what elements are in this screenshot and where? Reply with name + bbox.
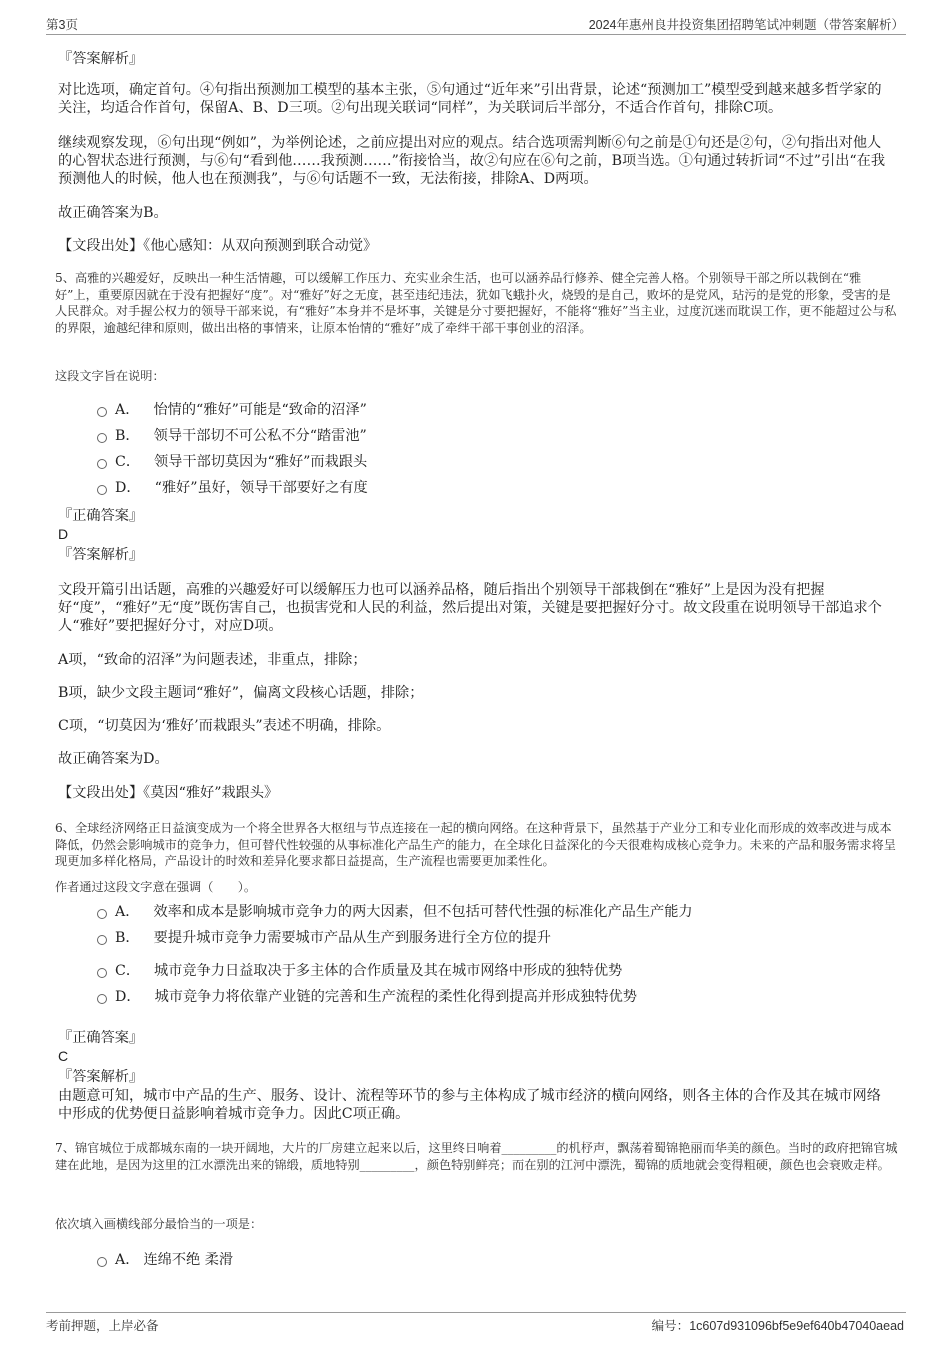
source-citation: 【文段出处】《莫因“雅好”栽跟头》 <box>58 785 279 801</box>
question-7-option-a[interactable]: A． 连绵不绝 柔滑 <box>97 1251 233 1269</box>
question-7-text: 7、锦官城位于成都城东南的一块开阔地，大片的厂房建立起来以后，这里终日响着_________的机杼声，飘荡着蜀锦艳丽而华美的颜色。当时的政府把锦官城建在此地，是因为这里的江水漂洗出来的锦缎，质地特别_________，颜色特别鲜亮；而在别的江河中漂洗，蜀锦的质地就会变得粗硬，颜色也会衰败走样。 <box>55 1141 898 1172</box>
document-title: 2024年惠州良井投资集团招聘笔试冲刺题（带答案解析） <box>588 18 904 32</box>
footer-rule <box>46 1312 906 1313</box>
footer-slogan: 考前押题，上岸必备 <box>46 1319 159 1333</box>
correct-answer: C <box>58 1048 69 1064</box>
radio-icon[interactable] <box>97 485 107 495</box>
analysis-paragraph: B项，缺少文段主题词“雅好”，偏离文段核心话题，排除； <box>58 685 424 701</box>
question-5-option-b[interactable]: B． 领导干部切不可公私不分“踏雷池” <box>97 427 367 445</box>
analysis-paragraph: A项，“致命的沼泽”为问题表述，非重点，排除； <box>58 652 367 668</box>
question-5-prompt: 这段文字旨在说明： <box>55 369 165 383</box>
header-rule <box>46 34 906 35</box>
answer-statement: 故正确答案为D。 <box>58 751 169 767</box>
correct-answer-label: 『正确答案』 <box>58 508 144 524</box>
question-5-option-a[interactable]: A． 怡情的“雅好”可能是“致命的沼泽” <box>97 401 367 419</box>
correct-answer: D <box>58 526 69 542</box>
document-id-code: 1c607d931096bf5e9ef640b47040aead <box>689 1319 904 1333</box>
analysis-label: 『答案解析』 <box>58 51 144 67</box>
analysis-paragraph: 继续观察发现，⑥句出现“例如”，为举例论述，之前应提出对应的观点。结合选项需判断⑥句之前是①句还是②句，②句指出对他人的心智状态进行预测，与⑥句“看到他……我预测……”衔接恰当，故②句应在⑥句之前，B项当选。①句通过转折词“不过”引出“在我预测他人的时候，他人也在预测我”，与⑥句话题不一致，无法衔接，排除A、D两项。 <box>58 135 886 187</box>
analysis-paragraph: C项，“切莫因为‘雅好’而栽跟头”表述不明确，排除。 <box>58 718 391 734</box>
question-6-option-a[interactable]: A． 效率和成本是影响城市竞争力的两大因素，但不包括可替代性强的标准化产品生产能力 <box>97 903 693 921</box>
question-6-option-b[interactable]: B． 要提升城市竞争力需要城市产品从生产到服务进行全方位的提升 <box>97 929 551 947</box>
radio-icon[interactable] <box>97 909 107 919</box>
question-6-option-d[interactable]: D． 城市竞争力将依靠产业链的完善和生产流程的柔性化得到提高并形成独特优势 <box>97 988 637 1006</box>
document-id-label: 编号： <box>651 1319 690 1333</box>
radio-icon[interactable] <box>97 968 107 978</box>
question-6-text: 6、全球经济网络正日益演变成为一个将全世界各大枢纽与节点连接在一起的横向网络。在这种背景下，虽然基于产业分工和专业化而形成的效率改进与成本降低，仍然会影响城市的竞争力，但可替代性较强的从事标准化产品生产的能力，在全球化日益深化的今天很难构成核心竞争力。未来的产品和服务需求将呈现更加多样化格局，产品设计的时效和差异化要求都日益提高，生产流程也需要更加柔性化。 <box>55 821 896 868</box>
question-5-option-c[interactable]: C． 领导干部切莫因为“雅好”而栽跟头 <box>97 453 367 471</box>
radio-icon[interactable] <box>97 1257 107 1267</box>
source-citation: 【文段出处】《他心感知：从双向预测到联合动觉》 <box>58 238 378 254</box>
document-id <box>652 1316 904 1334</box>
correct-answer-label: 『正确答案』 <box>58 1030 144 1046</box>
analysis-paragraph: 文段开篇引出话题，高雅的兴趣爱好可以缓解压力也可以涵养品格，随后指出个别领导干部栽倒在“雅好”上是因为没有把握好“度”，“雅好”无“度”既伤害自己，也损害党和人民的利益，然后提出对策，关键是要把握好分寸。故文段重在说明领导干部追求个人“雅好”要把握好分寸，对应D项。 <box>58 582 882 634</box>
radio-icon[interactable] <box>97 433 107 443</box>
analysis-label: 『答案解析』 <box>58 1069 144 1085</box>
radio-icon[interactable] <box>97 994 107 1004</box>
analysis-paragraph: 由题意可知，城市中产品的生产、服务、设计、流程等环节的参与主体构成了城市经济的横向网络，则各主体的合作及其在城市网络中形成的优势便日益影响着城市竞争力。因此C项正确。 <box>58 1088 881 1122</box>
question-5-option-d[interactable]: D． “雅好”虽好，领导干部要好之有度 <box>97 479 368 497</box>
analysis-paragraph: 对比选项，确定首句。④句指出预测加工模型的基本主张，⑤句通过“近年来”引出背景，论述“预测加工”模型受到越来越多哲学家的关注，均适合作首句，保留A、B、D三项。②句出现关联词“同样”，为关联词后半部分，不适合作首句，排除C项。 <box>58 82 882 116</box>
radio-icon[interactable] <box>97 459 107 469</box>
page-number: 第3页 <box>46 18 78 32</box>
question-7-prompt: 依次填入画横线部分最恰当的一项是： <box>55 1217 263 1231</box>
radio-icon[interactable] <box>97 935 107 945</box>
radio-icon[interactable] <box>97 407 107 417</box>
question-6-prompt: 作者通过这段文字意在强调（ ）。 <box>55 880 257 894</box>
question-6-option-c[interactable]: C． 城市竞争力日益取决于多主体的合作质量及其在城市网络中形成的独特优势 <box>97 962 622 980</box>
answer-statement: 故正确答案为B。 <box>58 205 168 221</box>
question-5-text: 5、高雅的兴趣爱好，反映出一种生活情趣，可以缓解工作压力、充实业余生活，也可以涵养品行修养、健全完善人格。个别领导干部之所以栽倒在“雅好”上，重要原因就在于没有把握好“度”。对“雅好”好之无度，甚至违纪违法，犹如飞蛾扑火，烧毁的是自己，败坏的是党风，玷污的是党的形象，受害的是人民群众。对手握公权力的领导干部来说，有“雅好”本身并不是坏事，关键是分寸要把握好，不能将“雅好”当主业，过度沉迷而耽误工作，更不能超过公与私的界限，逾越纪律和原则，做出出格的事情来，让原本怡情的“雅好”成了牵绊干部干事创业的沼泽。 <box>55 271 897 335</box>
analysis-label: 『答案解析』 <box>58 547 144 563</box>
